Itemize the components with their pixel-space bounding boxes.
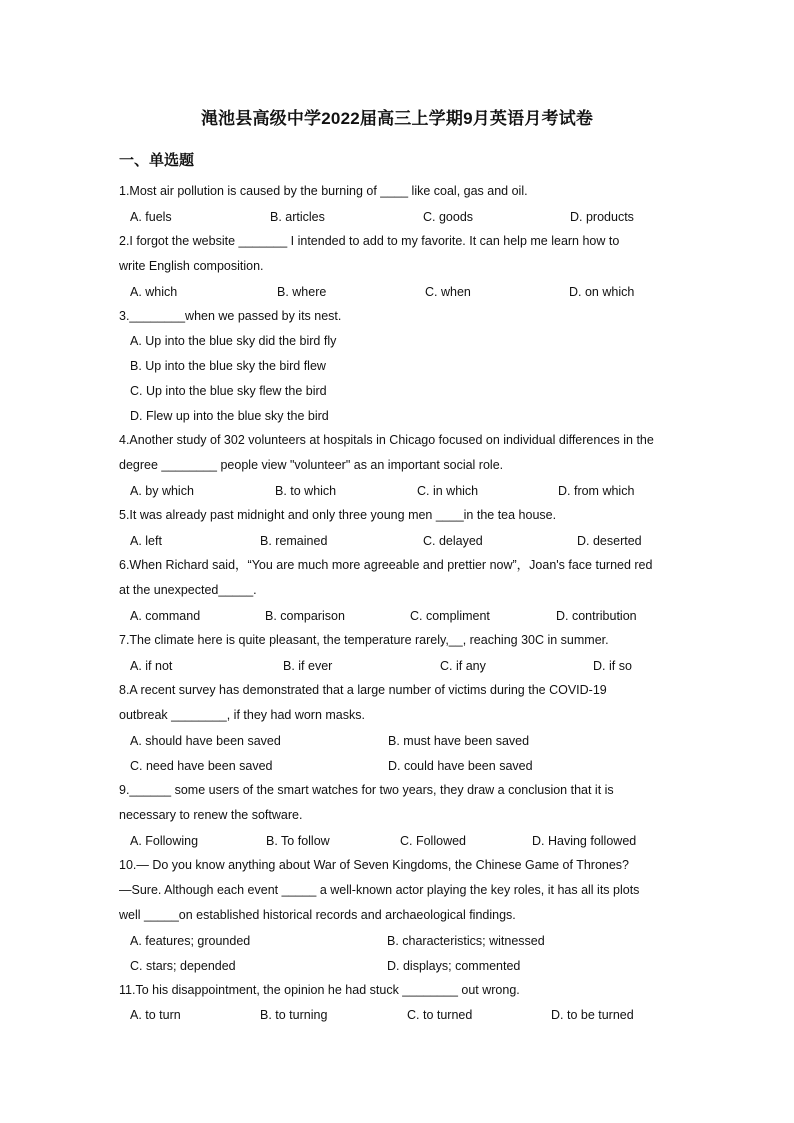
option-c[interactable]: C. when — [425, 285, 471, 299]
option-b[interactable]: B. remained — [260, 534, 328, 548]
option-a[interactable]: A. should have been saved — [130, 734, 281, 748]
option-b[interactable]: B. where — [277, 285, 327, 299]
question-text: 2.I forgot the website _______ I intended to add to my favorite. It can help me learn how to — [119, 234, 620, 248]
question-text: outbreak ________, if they had worn masks. — [119, 708, 365, 722]
option-c[interactable]: C. delayed — [423, 534, 483, 548]
option-b[interactable]: B. must have been saved — [388, 734, 530, 748]
option-c[interactable]: C. to turned — [407, 1008, 473, 1022]
question-text: 1.Most air pollution is caused by the burning of ____ like coal, gas and oil. — [119, 184, 528, 198]
option-d[interactable]: D. from which — [558, 484, 635, 498]
option-a[interactable]: A. Following — [130, 834, 199, 848]
option-a[interactable]: A. features; grounded — [130, 934, 251, 948]
option-a[interactable]: A. left — [130, 534, 162, 548]
option-b[interactable]: B. Up into the blue sky the bird flew — [130, 359, 326, 373]
option-d[interactable]: D. on which — [569, 285, 635, 299]
option-c[interactable]: C. stars; depended — [130, 959, 236, 973]
option-a[interactable]: A. if not — [130, 659, 173, 673]
option-a[interactable]: A. Up into the blue sky did the bird fly — [130, 334, 337, 348]
option-d[interactable]: D. contribution — [556, 609, 637, 623]
question-5 — [119, 503, 556, 528]
question-6 — [119, 553, 652, 603]
question-text: 6.When Richard said，“You are much more agreeable and prettier now”，Joan's face turned red — [119, 558, 653, 572]
option-c[interactable]: C. compliment — [410, 609, 490, 623]
question-text: 3.________when we passed by its nest. — [119, 309, 342, 323]
option-b[interactable]: B. articles — [270, 210, 325, 224]
option-d[interactable]: D. if so — [593, 659, 632, 673]
option-b[interactable]: B. characteristics; witnessed — [387, 934, 545, 948]
option-c[interactable]: C. if any — [440, 659, 486, 673]
option-b[interactable]: B. if ever — [283, 659, 333, 673]
question-1 — [119, 179, 528, 204]
option-c[interactable]: C. need have been saved — [130, 759, 273, 773]
question-2 — [119, 229, 619, 279]
question-text: 10.— Do you know anything about War of Seven Kingdoms, the Chinese Game of Thrones? — [119, 858, 630, 872]
exam-title: 渑池县高级中学2022届高三上学期9月英语月考试卷 — [200, 109, 594, 128]
question-text: well _____on established historical records and archaeological findings. — [119, 908, 516, 922]
question-text: 8.A recent survey has demonstrated that a large number of victims during the COVID-19 — [119, 683, 607, 697]
question-4 — [119, 428, 654, 478]
question-text: necessary to renew the software. — [119, 808, 303, 822]
option-c[interactable]: C. Followed — [400, 834, 466, 848]
question-text: 7.The climate here is quite pleasant, the temperature rarely,__, reaching 30C in summer. — [119, 633, 609, 647]
option-b[interactable]: B. to turning — [260, 1008, 328, 1022]
question-text: 9.______ some users of the smart watches for two years, they draw a conclusion that it is — [119, 783, 614, 797]
option-d[interactable]: D. Having followed — [532, 834, 637, 848]
option-d[interactable]: D. displays; commented — [387, 959, 521, 973]
option-b[interactable]: B. comparison — [265, 609, 345, 623]
question-11 — [119, 978, 520, 1003]
option-a[interactable]: A. to turn — [130, 1008, 181, 1022]
question-10 — [119, 853, 639, 928]
option-d[interactable]: D. Flew up into the blue sky the bird — [130, 409, 329, 423]
option-b[interactable]: B. to which — [275, 484, 337, 498]
option-d[interactable]: D. products — [570, 210, 634, 224]
question-text: 11.To his disappointment, the opinion he had stuck ________ out wrong. — [119, 983, 520, 997]
question-8 — [119, 678, 607, 728]
question-7 — [119, 628, 609, 653]
option-d[interactable]: D. to be turned — [551, 1008, 634, 1022]
option-c[interactable]: C. Up into the blue sky flew the bird — [130, 384, 327, 398]
option-a[interactable]: A. which — [130, 285, 178, 299]
option-a[interactable]: A. command — [130, 609, 201, 623]
option-c[interactable]: C. goods — [423, 210, 474, 224]
question-text: 5.It was already past midnight and only three young men ____in the tea house. — [119, 508, 557, 522]
option-a[interactable]: A. fuels — [130, 210, 172, 224]
option-d[interactable]: D. could have been saved — [388, 759, 533, 773]
section-heading: 一、单选题 — [119, 152, 195, 169]
question-3 — [119, 304, 341, 329]
option-d[interactable]: D. deserted — [577, 534, 642, 548]
option-b[interactable]: B. To follow — [266, 834, 330, 848]
option-c[interactable]: C. in which — [417, 484, 479, 498]
question-text: 4.Another study of 302 volunteers at hospitals in Chicago focused on individual differences in the — [119, 433, 654, 447]
question-text: —Sure. Although each event _____ a well-known actor playing the key roles, it has all its plots — [119, 883, 640, 897]
question-9 — [119, 778, 614, 828]
question-text: degree ________ people view "volunteer" as an important social role. — [119, 458, 504, 472]
question-text: write English composition. — [119, 259, 264, 273]
question-text: at the unexpected_____. — [119, 583, 257, 597]
option-a[interactable]: A. by which — [130, 484, 194, 498]
